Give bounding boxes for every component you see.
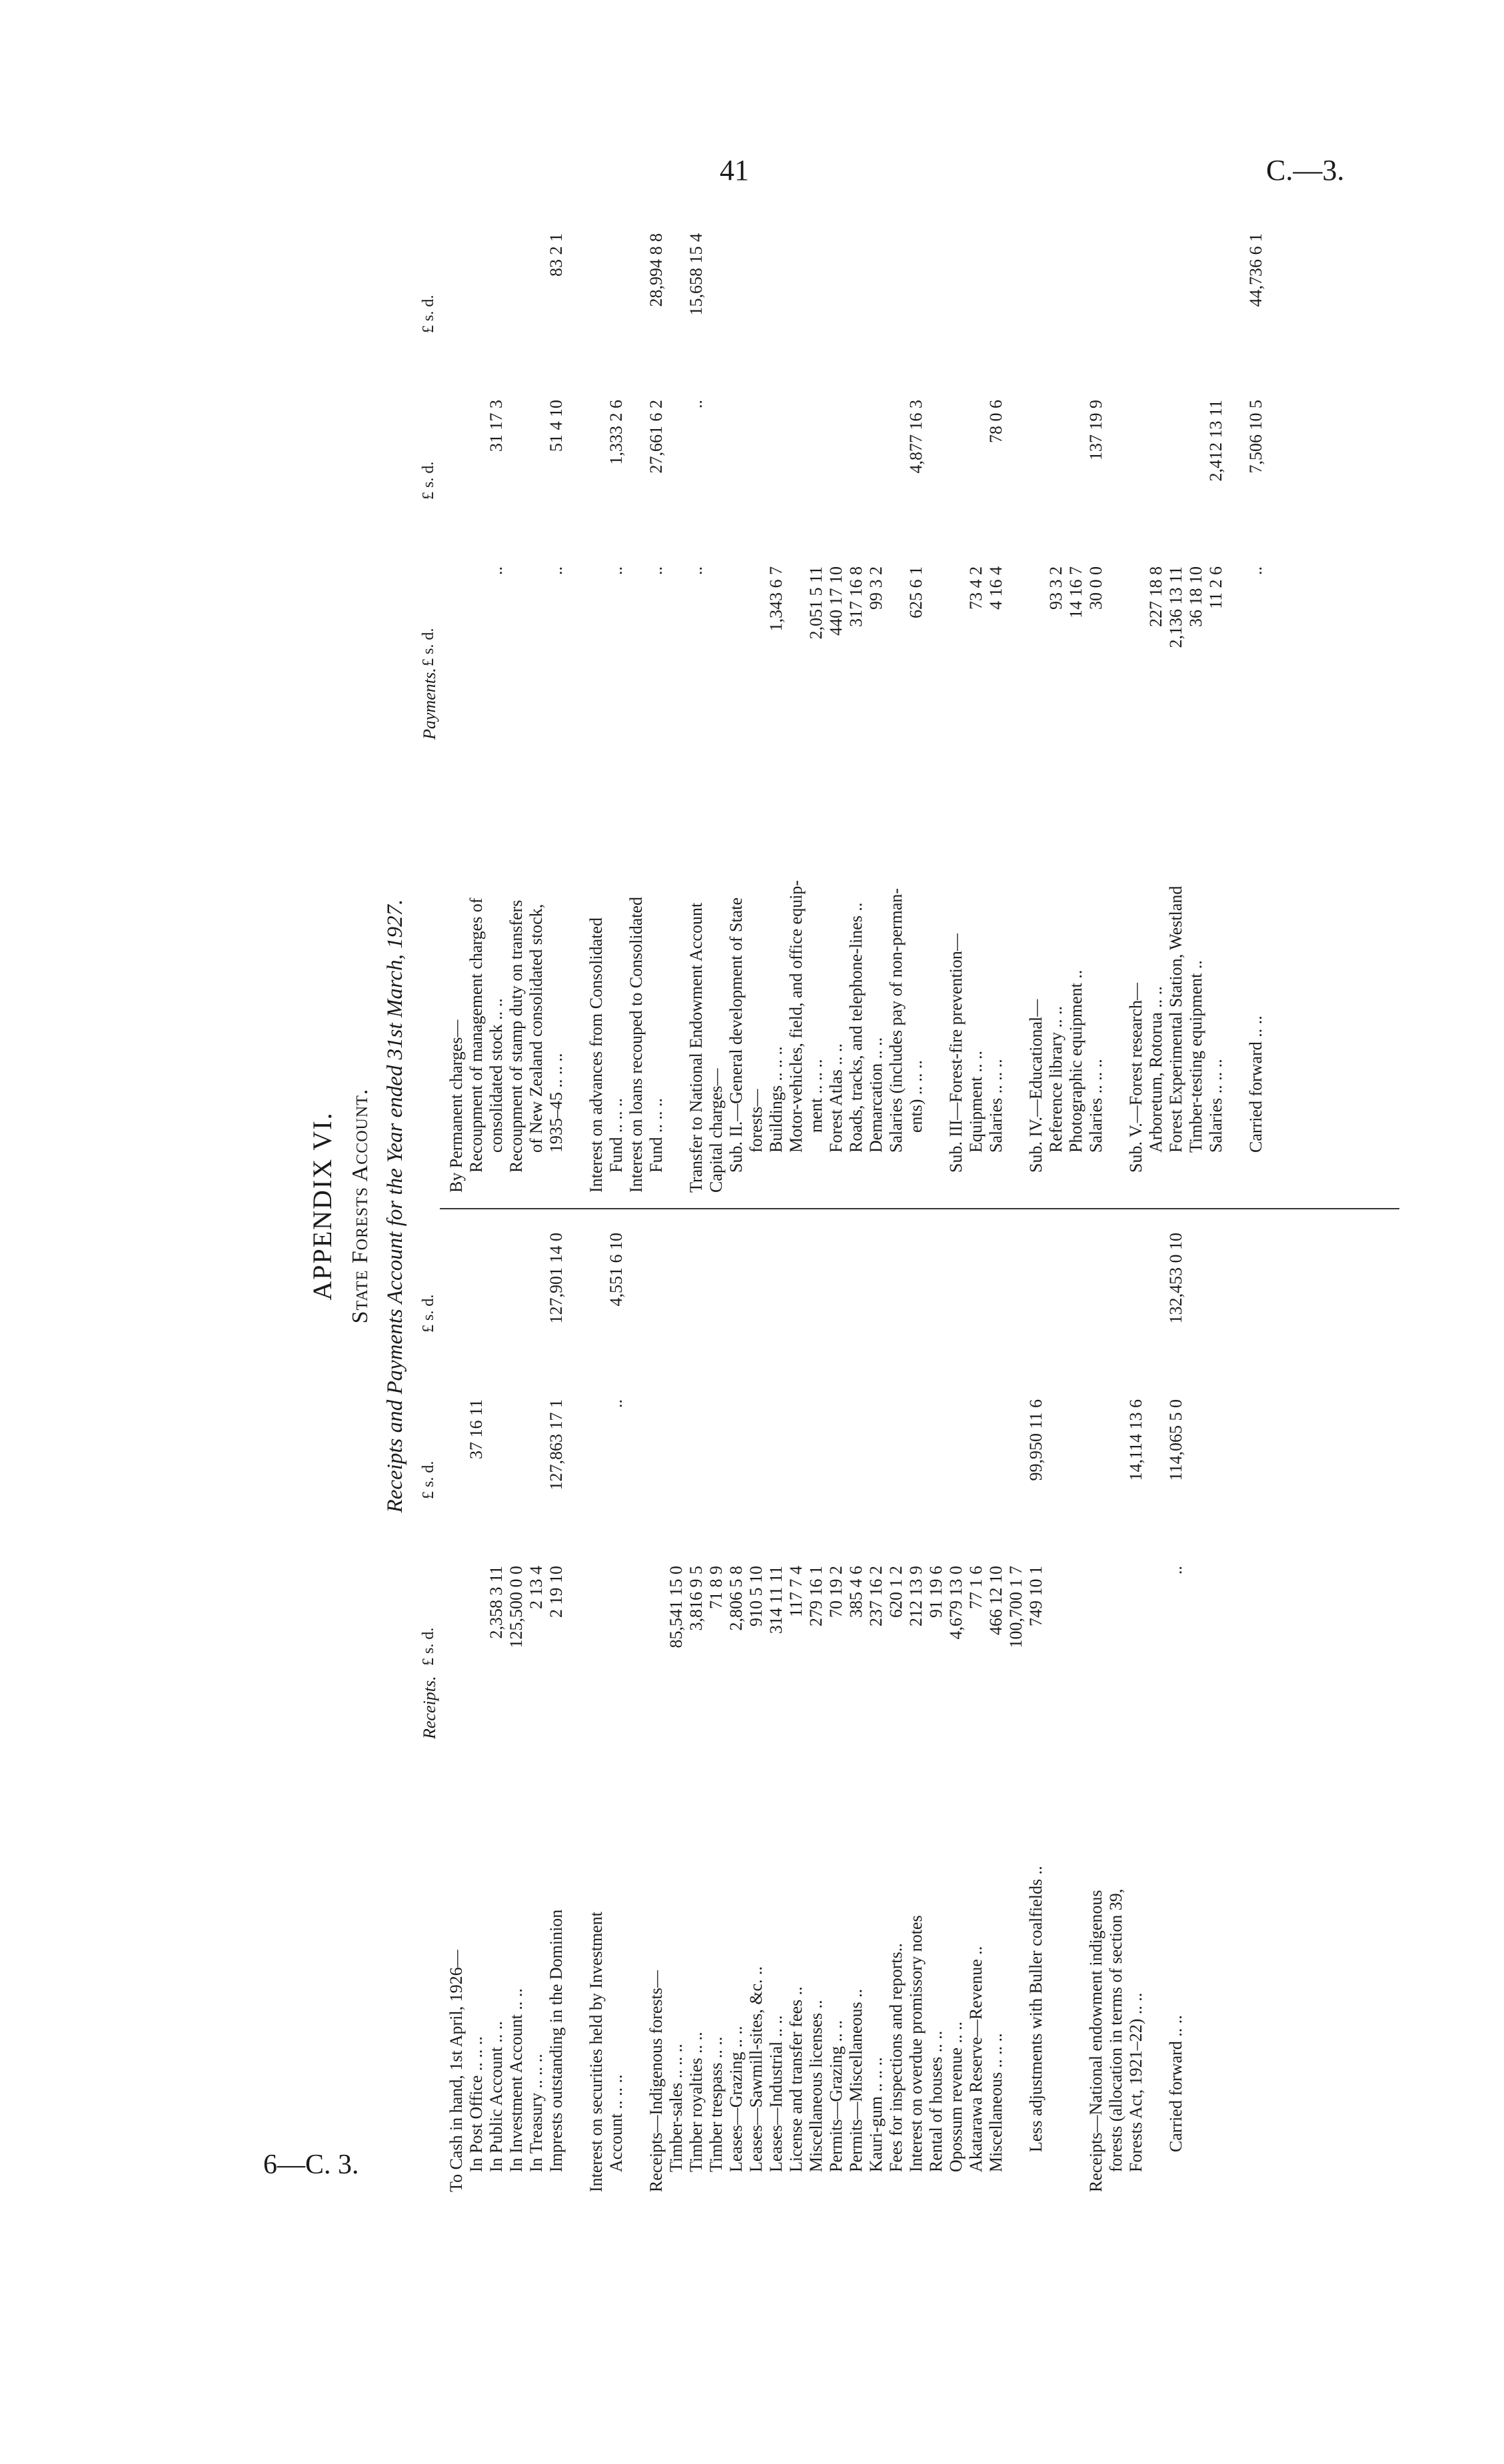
payments-row-amount-c1: .. [606,566,626,575]
payments-row [1246,227,1266,1193]
receipts-row-label: Timber-sales .. .. .. [666,2044,686,2172]
payments-row-label: Fund .. .. .. [606,1098,626,1173]
payments-row [1046,227,1066,1193]
payments-row-label: Recoupment of stamp duty on transfers [506,900,526,1173]
payments-row-label: Motor-vehicles, field, and office equip- [786,880,806,1153]
payments-row-label: Reference library .. .. [1046,1005,1066,1153]
payments-row [986,227,1006,1193]
payments-row-label: Interest on advances from Consolidated [586,918,606,1193]
receipts-row [946,1226,966,2192]
payments-row [786,227,806,1193]
receipts-row [986,1226,1006,2192]
payments-row-label: forests— [746,1089,766,1153]
receipts-row-amount-c1: 70 19 2 [826,1566,846,1618]
receipts-row [566,1226,586,2192]
receipts-row-amount-c1: 314 11 11 [766,1566,786,1634]
payments-row-amount-c1: .. [686,566,706,575]
payments-row-label: of New Zealand consolidated stock, [526,904,546,1153]
receipts-row-label: Permits—Miscellaneous .. [846,1988,866,2172]
receipts-row [646,1226,666,2192]
payments-row-label: Photographic equipment .. [1066,969,1086,1153]
payments-row [566,227,586,1193]
payments-row-label: Sub. IV.—Educational— [1026,999,1046,1173]
receipts-row-amount-c2: 37 16 11 [466,1399,486,1460]
payments-row-amount-c2: .. [686,400,706,408]
payments-row-label: Fund .. .. .. [646,1098,666,1173]
receipts-row-amount-c1: .. [1166,1566,1185,1574]
payments-row [546,227,566,1193]
payments-row-amount-c1: .. [1246,566,1265,575]
receipts-row-amount-c2: 114,065 5 0 [1166,1399,1185,1481]
receipts-header [420,1226,446,2192]
receipts-row [1106,1226,1126,2192]
payments-row-label: 1935–45 .. .. .. [546,1053,566,1153]
payments-row-label: By Permanent charges— [446,1019,466,1193]
payments-row-amount-c2: 78 0 6 [986,400,1006,443]
page-code: C.—3. [1266,154,1345,187]
payments-row-amount-c1: 2,136 13 11 [1166,566,1185,648]
payments-row-amount-c2: 27,661 6 2 [646,400,666,474]
payments-row-label: Sub. V.—Forest research— [1126,982,1145,1173]
payments-row-amount-c1: 2,051 5 11 [806,566,826,640]
receipts-row [1026,1226,1046,2192]
receipts-row [446,1226,466,2192]
receipts-row-amount-c1: 4,679 13 0 [946,1566,966,1640]
payments-row-label: Buildings .. .. .. [766,1046,786,1153]
receipts-row [1146,1226,1166,2192]
payments-row [626,227,646,1193]
payments-row [746,227,766,1193]
receipts-row-label: Interest on overdue promissory notes [906,1915,926,2172]
receipts-row [606,1226,626,2192]
receipts-row-amount-c1: 3,816 9 5 [686,1566,706,1631]
receipts-row-amount-c3: 4,551 6 10 [606,1233,626,1307]
receipts-row-label: Miscellaneous .. .. .. [986,2033,1006,2172]
payments-row [486,227,506,1193]
receipts-row-amount-c2: 99,950 11 6 [1026,1399,1046,1481]
receipts-row [666,1226,686,2192]
receipts-row [1126,1226,1146,2192]
payments-row [1126,227,1146,1193]
receipts-row-amount-c1: 125,500 0 0 [506,1566,526,1648]
receipts-row [1006,1226,1026,2192]
payments-row-label: Roads, tracks, and telephone-lines .. [846,902,866,1153]
receipts-row [726,1226,746,2192]
currency-header-3: £ s. d. [420,295,437,333]
payments-row [926,227,946,1193]
receipts-row-amount-c1: 237 16 2 [866,1566,886,1626]
payments-row-amount-c1: 30 0 0 [1086,566,1106,610]
payments-row-amount-c1: .. [486,566,506,575]
payments-row-amount-c2: 4,877 16 3 [906,400,926,474]
receipts-row-amount-c1: 2,806 5 8 [726,1566,746,1631]
receipts-row-amount-c2: 14,114 13 6 [1126,1399,1145,1481]
receipts-row-amount-c2: .. [606,1399,626,1408]
receipts-row-amount-c1: 71 8 9 [706,1566,726,1609]
receipts-row [906,1226,926,2192]
receipts-row-amount-c1: 2 13 4 [526,1566,546,1609]
receipts-row [846,1226,866,2192]
payments-row-amount-c2: 31 17 3 [486,400,506,452]
payments-row [1066,227,1086,1193]
payments-row-amount-c3: 83 2 1 [546,233,566,277]
payments-row-label: Salaries .. .. .. [1086,1059,1106,1153]
payments-row-label: Timber-testing equipment .. [1186,960,1205,1153]
payments-rows [446,227,1266,1193]
account-subtitle: Receipts and Payments Account for the Year ended 31st March, 1927. [383,899,407,1513]
receipts-row-label: Miscellaneous licenses .. [806,2000,826,2172]
payments-row [826,227,846,1193]
payments-row [726,227,746,1193]
receipts-row [926,1226,946,2192]
payments-row [606,227,626,1193]
payments-row-amount-c1: 99 3 2 [866,566,886,610]
payments-row-amount-c1: 227 18 8 [1146,566,1165,627]
account-statement [300,207,1433,2205]
payments-row-label: ents) .. .. .. [906,1059,926,1133]
payments-row-amount-c2: 7,506 10 5 [1246,400,1265,474]
payments-row [1106,227,1126,1193]
receipts-row [586,1226,606,2192]
payments-row-label: Forest Atlas .. .. [826,1043,846,1153]
payments-row-amount-c1: 625 6 1 [906,566,926,618]
receipts-row [1046,1226,1066,2192]
payments-row-amount-c1: 36 18 10 [1186,566,1205,627]
receipts-row [466,1226,486,2192]
receipts-row-amount-c1: 2 19 10 [546,1566,566,1618]
payments-row [466,227,486,1193]
receipts-row-amount-c1: 2,358 3 11 [486,1566,506,1639]
payments-row [1026,227,1046,1193]
payments-row-label: Demarcation .. .. [866,1037,886,1153]
receipts-row-label: Opossum revenue .. .. [946,2021,966,2172]
payments-header [420,227,446,1193]
receipts-row [766,1226,786,2192]
payments-row-amount-c1: .. [546,566,566,575]
receipts-row-amount-c1: 100,700 1 7 [1006,1566,1026,1648]
payments-row-amount-c2: 1,333 2 6 [606,400,626,465]
payments-row [1006,227,1026,1193]
payments-row-label: Carried forward .. .. [1246,1015,1265,1153]
receipts-row-amount-c1: 385 4 6 [846,1566,866,1618]
receipts-row-label: Interest on securities held by Investment [586,1912,606,2192]
receipts-row [506,1226,526,2192]
receipts-rows [446,1226,1186,2192]
payments-row [946,227,966,1193]
receipts-row [1086,1226,1106,2192]
payments-row [1146,227,1166,1193]
receipts-row-label: License and transfer fees .. [786,1986,806,2172]
receipts-row [786,1226,806,2192]
receipts-row-label: Rental of houses .. .. [926,2030,946,2172]
receipts-row-label: Receipts—Indigenous forests— [646,1970,666,2192]
receipts-row-label: Timber royalties .. .. [686,2032,706,2172]
payments-row-amount-c1: 73 4 2 [966,566,986,610]
payments-row-label: Equipment .. .. [966,1050,986,1153]
payments-row [506,227,526,1193]
receipts-row-label: Leases—Industrial .. .. [766,2015,786,2172]
receipts-row [746,1226,766,2192]
payments-row-label: Salaries (includes pay of non-perman- [886,888,906,1153]
receipts-row [546,1226,566,2192]
receipts-row-amount-c1: 91 19 6 [926,1566,946,1618]
rotated-table-area [300,207,1433,2205]
currency-header-1: £ s. d. [420,628,437,666]
payments-row-label: Capital charges— [706,1068,726,1193]
receipts-row [526,1226,546,2192]
receipts-row-amount-c3: 127,901 14 0 [546,1233,566,1324]
payments-row [586,227,606,1193]
receipts-row-label: Imprests outstanding in the Dominion [546,1909,566,2172]
side-page-code: 6—C. 3. [263,2150,359,2180]
payments-row-amount-c1: 440 17 10 [826,566,846,636]
payments-row-amount-c2: 2,412 13 11 [1206,400,1225,482]
payments-row [1186,227,1206,1193]
receipts-row-amount-c1: 212 13 9 [906,1566,926,1626]
payments-row-amount-c2: 137 19 9 [1086,400,1106,460]
receipts-row-label: Kauri-gum .. .. .. [866,2057,886,2172]
receipts-row-label: In Investment Account .. .. [506,1988,526,2172]
receipts-row [966,1226,986,2192]
receipts-row-label: Akatarawa Reserve—Revenue .. [966,1946,986,2172]
payments-row-label: Interest on loans recouped to Consolidated [626,896,646,1193]
payments-row-label: consolidated stock .. .. [486,998,506,1153]
payments-row-amount-c1: 14 16 7 [1066,566,1086,618]
payments-row-label: Sub. II.—General development of State [726,898,746,1173]
receipts-row-amount-c1: 85,541 15 0 [666,1566,686,1648]
payments-row-amount-c1: 93 3 2 [1046,566,1066,610]
receipts-row-label: Fees for inspections and reports.. [886,1943,906,2172]
payments-row [806,227,826,1193]
payments-row [686,227,706,1193]
payments-column [420,227,1266,1193]
payments-row-label: ment .. .. .. [806,1059,826,1133]
currency-header-2: £ s. d. [420,461,437,500]
receipts-row-amount-c1: 749 10 1 [1026,1566,1046,1626]
receipts-row [806,1226,826,2192]
receipts-row [1066,1226,1086,2192]
receipts-row-label: Less adjustments with Buller coalfields .. [1026,1866,1046,2152]
payments-row [886,227,906,1193]
receipts-row [706,1226,726,2192]
receipts-row-label: Timber trespass .. .. [706,2036,726,2172]
payments-row-amount-c3: 44,736 6 1 [1246,233,1265,307]
payments-row [666,227,686,1193]
payments-row [1226,227,1246,1193]
payments-row-amount-c1: .. [646,566,666,575]
payments-row-amount-c1: 11 2 6 [1206,566,1225,610]
payments-row-amount-c1: 1,343 6 7 [766,566,786,632]
receipts-heading: Receipts. [420,1676,439,1739]
receipts-row-label: In Treasury .. .. .. [526,2054,546,2172]
receipts-row-label: forests (allocation in terms of section 39, [1106,1888,1126,2172]
payments-row-label: Forest Experimental Station, Westland [1166,886,1185,1153]
receipts-row-label: Carried forward .. .. [1166,2015,1185,2152]
column-divider [440,1208,1399,1209]
receipts-row-amount-c3: 132,453 0 10 [1166,1233,1185,1324]
receipts-row [826,1226,846,2192]
receipts-row-label: Receipts—National endowment indigenous [1086,1890,1106,2192]
receipts-row [626,1226,646,2192]
appendix-title: APPENDIX VI. [307,1111,337,1301]
payments-row-label: Transfer to National Endowment Account [686,902,706,1193]
payments-row-amount-c2: 51 4 10 [546,400,566,452]
payments-row-amount-c1: 4 16 4 [986,566,1006,610]
payments-row [866,227,886,1193]
receipts-row-label: Permits—Grazing .. .. [826,2020,846,2172]
payments-row [846,227,866,1193]
receipts-row-label: In Public Account .. .. [486,2021,506,2172]
receipts-row-amount-c2: 127,863 17 1 [546,1399,566,1491]
payments-row-amount-c3: 28,994 8 8 [646,233,666,307]
receipts-row-label: Account .. .. .. [606,2074,626,2172]
payments-heading: Payments. [420,668,439,740]
payments-row [706,227,726,1193]
receipts-row-label: In Post Office .. .. .. [466,2036,486,2172]
payments-row [646,227,666,1193]
page-number: 41 [720,154,749,187]
receipts-column [420,1226,1186,2192]
payments-row [766,227,786,1193]
payments-row [1206,227,1226,1193]
payments-row-label: Salaries .. .. .. [1206,1059,1225,1153]
receipts-row [886,1226,906,2192]
payments-row-label: Sub. III—Forest-fire prevention— [946,933,966,1173]
receipts-row-amount-c1: 620 1 2 [886,1566,906,1618]
payments-row-amount-c1: 317 16 8 [846,566,866,627]
receipts-row-amount-c1: 279 16 1 [806,1566,826,1626]
payments-row [1166,227,1186,1193]
payments-row [526,227,546,1193]
currency-header-1: £ s. d. [420,1627,437,1666]
account-title: State Forests Account. [348,1088,373,1324]
receipts-row [1166,1226,1186,2192]
receipts-row [866,1226,886,2192]
payments-row [1086,227,1106,1193]
currency-header-3: £ s. d. [420,1294,437,1333]
receipts-row-label: Leases—Grazing .. .. [726,2026,746,2172]
payments-row [906,227,926,1193]
receipts-row [686,1226,706,2192]
receipts-row-amount-c1: 77 1 6 [966,1566,986,1609]
payments-row-label: Recoupment of management charges of [466,898,486,1173]
currency-header-2: £ s. d. [420,1461,437,1499]
payments-row-label: Arboretum, Rotorua .. .. [1146,986,1165,1153]
receipts-row-label: Leases—Sawmill-sites, &c. .. [746,1966,766,2172]
receipts-row-amount-c1: 466 12 10 [986,1566,1006,1635]
receipts-row-label: To Cash in hand, 1st April, 1926— [446,1950,466,2192]
payments-row [446,227,466,1193]
receipts-row-label: Forests Act, 1921–22) .. .. [1126,1992,1145,2172]
receipts-row-amount-c1: 910 5 10 [746,1566,766,1626]
payments-row-amount-c3: 15,658 15 4 [686,233,706,316]
receipts-row [486,1226,506,2192]
receipts-row-amount-c1: 117 7 4 [786,1566,806,1618]
payments-row-label: Salaries .. .. .. [986,1059,1006,1153]
payments-row [966,227,986,1193]
